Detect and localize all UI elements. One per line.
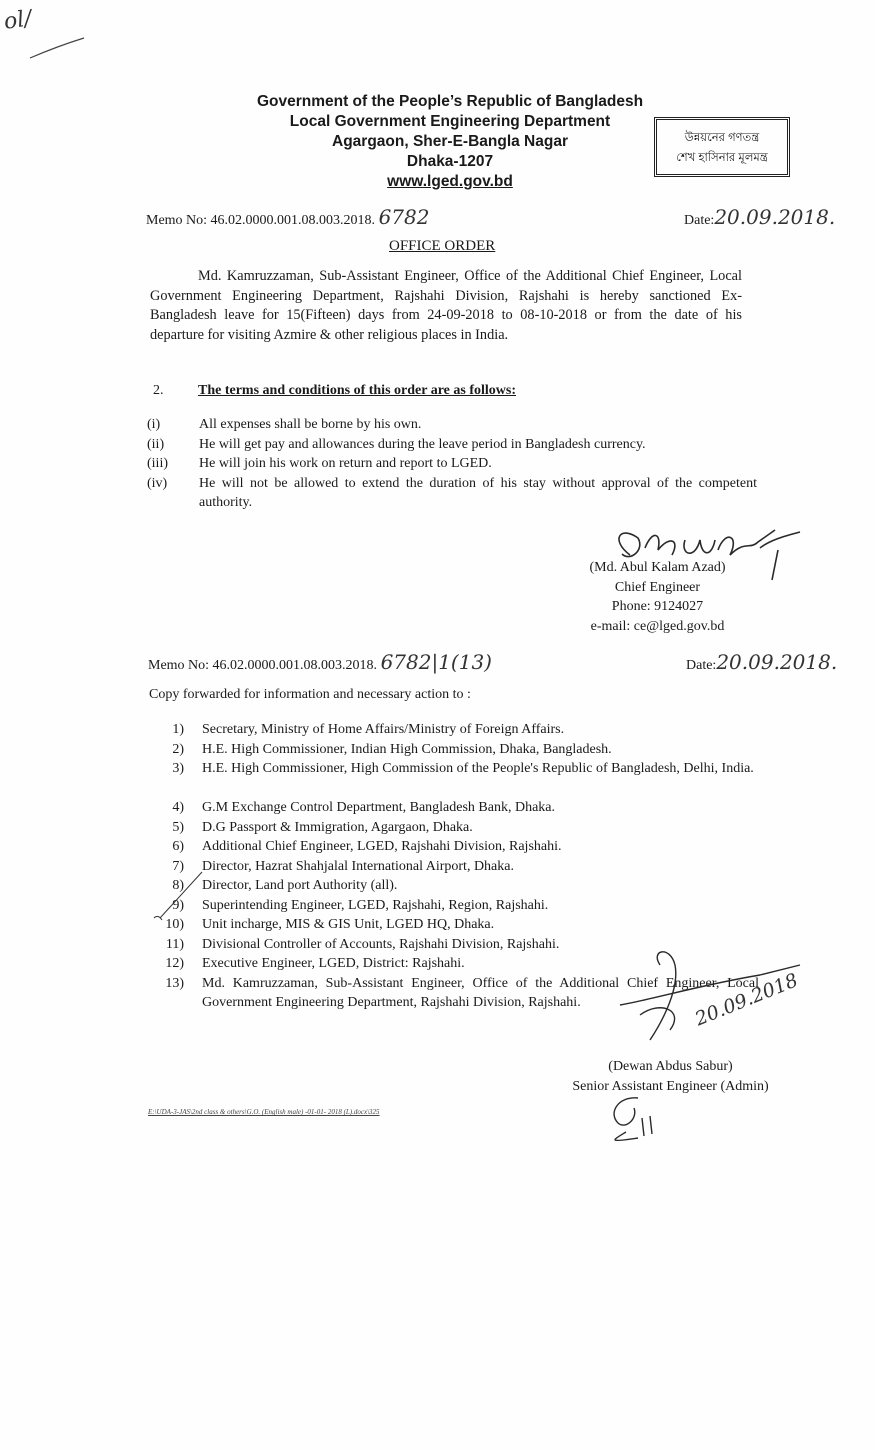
term-text: He will not be allowed to extend the duration of his stay without approval of the competent authority.	[199, 475, 757, 510]
list-item: 10) Unit incharge, MIS & GIS Unit, LGED HQ, Dhaka.	[165, 917, 495, 932]
initials-scribble	[598, 1088, 668, 1148]
term-item	[147, 435, 757, 455]
list-item: 4) G.M Exchange Control Department, Bangladesh Bank, Dhaka.	[172, 800, 556, 815]
office-order-title: OFFICE ORDER	[389, 238, 496, 254]
list-item: 12) Executive Engineer, LGED, District: Rajshahi.	[165, 956, 465, 971]
signatory-1-title: Chief Engineer	[614, 579, 701, 595]
corner-pen-stroke	[28, 32, 88, 62]
term-item	[147, 474, 757, 514]
header-line-department: Local Government Engineering Department	[289, 113, 611, 130]
office-order-body: Md. Kamruzzaman, Sub-Assistant Engineer, Office of the Additional Chief Engineer, Local Government Engineering Department, Rajshahi Division, Rajshahi is hereby sanctioned Ex-Bangladesh leave for 15(Fifteen) days from 24-09-2018 to 08-10-2018 or from the date of his departure for visiting Azmire & other religious places in India.	[150, 268, 742, 343]
letterhead	[200, 92, 700, 192]
footer-file-path: E:\UDA-3-JAS\2nd class & others\G.O. (English male) -01-01- 2018 (L).docx\325	[148, 1108, 380, 1116]
margin-pen-marks	[150, 868, 210, 928]
memo-1-line	[146, 205, 429, 229]
header-line-address: Agargaon, Sher-E-Bangla Nagar	[332, 133, 568, 150]
term-text: All expenses shall be borne by his own.	[199, 417, 422, 432]
memo-2-date-label: Date:	[686, 658, 717, 673]
list-item: 7) Director, Hazrat Shahjalal International Airport, Dhaka.	[172, 858, 514, 874]
stamp-line-2: শেখ হাসিনার মূলমন্ত্র	[676, 152, 768, 164]
list-item: 3) H.E. High Commissioner, High Commission of the People's Republic of Bangladesh, Delhi, India.	[172, 761, 754, 776]
term-number: (iii)	[147, 456, 168, 471]
admin-signature	[600, 945, 810, 1060]
term-item	[147, 454, 757, 474]
signatory-2-name: (Dewan Abdus Sabur)	[608, 1059, 733, 1074]
list-item: 8) Director, Land port Authority (all).	[172, 878, 398, 893]
term-number: (ii)	[147, 436, 165, 452]
memo-2-date	[686, 650, 837, 674]
term-number: (i)	[147, 417, 161, 432]
terms-list	[147, 415, 757, 515]
signatory-1-phone: Phone: 9124027	[611, 599, 704, 614]
memo-2-handwritten-number: 6782|1(13)	[380, 650, 492, 674]
list-item: 11) Divisional Controller of Accounts, Rajshahi Division, Rajshahi.	[165, 936, 560, 952]
header-website-link[interactable]: www.lged.gov.bd	[387, 173, 513, 190]
signatory-1-name: (Md. Abul Kalam Azad)	[589, 560, 726, 575]
list-item: 1) Secretary, Ministry of Home Affairs/Ministry of Foreign Affairs.	[172, 722, 565, 737]
list-item: 13) Md. Kamruzzaman, Sub-Assistant Engineer, Office of the Additional Chief Engineer, Local Government Engineering Department, Rajshahi Division, Rajshahi.	[165, 975, 759, 1010]
memo-1-date-label: Date:	[684, 213, 715, 228]
term-item	[147, 415, 757, 435]
term-text: He will join his work on return and report to LGED.	[199, 456, 492, 471]
memo-2-label: Memo No: 46.02.0000.001.08.003.2018.	[148, 658, 378, 673]
header-line-government: Government of the People’s Republic of Bangladesh	[256, 93, 644, 110]
terms-section-number: 2.	[153, 383, 164, 398]
list-item: 5) D.G Passport & Immigration, Agargaon, Dhaka.	[172, 819, 473, 835]
memo-2-handwritten-date: 20.09.2018.	[716, 650, 838, 674]
memo-1-date	[684, 205, 835, 229]
terms-heading: The terms and conditions of this order are as follows:	[198, 383, 516, 398]
slogan-stamp-box	[654, 117, 790, 177]
memo-1-label: Memo No: 46.02.0000.001.08.003.2018.	[146, 213, 376, 228]
list-item: 6) Additional Chief Engineer, LGED, Rajshahi Division, Rajshahi.	[172, 839, 562, 854]
copy-forward-intro: Copy forwarded for information and necessary action to :	[149, 687, 471, 702]
signatory-1-block	[560, 558, 755, 636]
stamp-line-1: উন্নয়নের গণতন্ত্র	[684, 132, 760, 144]
signatory-1-email[interactable]: e-mail: ce@lged.gov.bd	[590, 618, 725, 634]
terms-heading-row	[153, 381, 753, 401]
signatory-2-title: Senior Assistant Engineer (Admin)	[572, 1078, 769, 1094]
corner-handwritten-mark: ol/	[2, 6, 34, 35]
list-item: 9) Superintending Engineer, LGED, Rajshahi, Region, Rajshahi.	[172, 897, 549, 913]
memo-1-handwritten-date: 20.09.2018.	[714, 205, 836, 229]
term-text: He will get pay and allowances during the leave period in Bangladesh currency.	[199, 436, 646, 452]
memo-1-handwritten-number: 6782	[378, 205, 430, 229]
admin-handwritten-date: 20.09.2018	[692, 969, 802, 1031]
list-item: 2) H.E. High Commissioner, Indian High Commission, Dhaka, Bangladesh.	[172, 741, 612, 757]
memo-2-line	[148, 650, 492, 674]
term-number: (iv)	[147, 475, 168, 491]
header-line-city: Dhaka-1207	[406, 153, 494, 170]
signatory-2-block	[548, 1057, 793, 1096]
